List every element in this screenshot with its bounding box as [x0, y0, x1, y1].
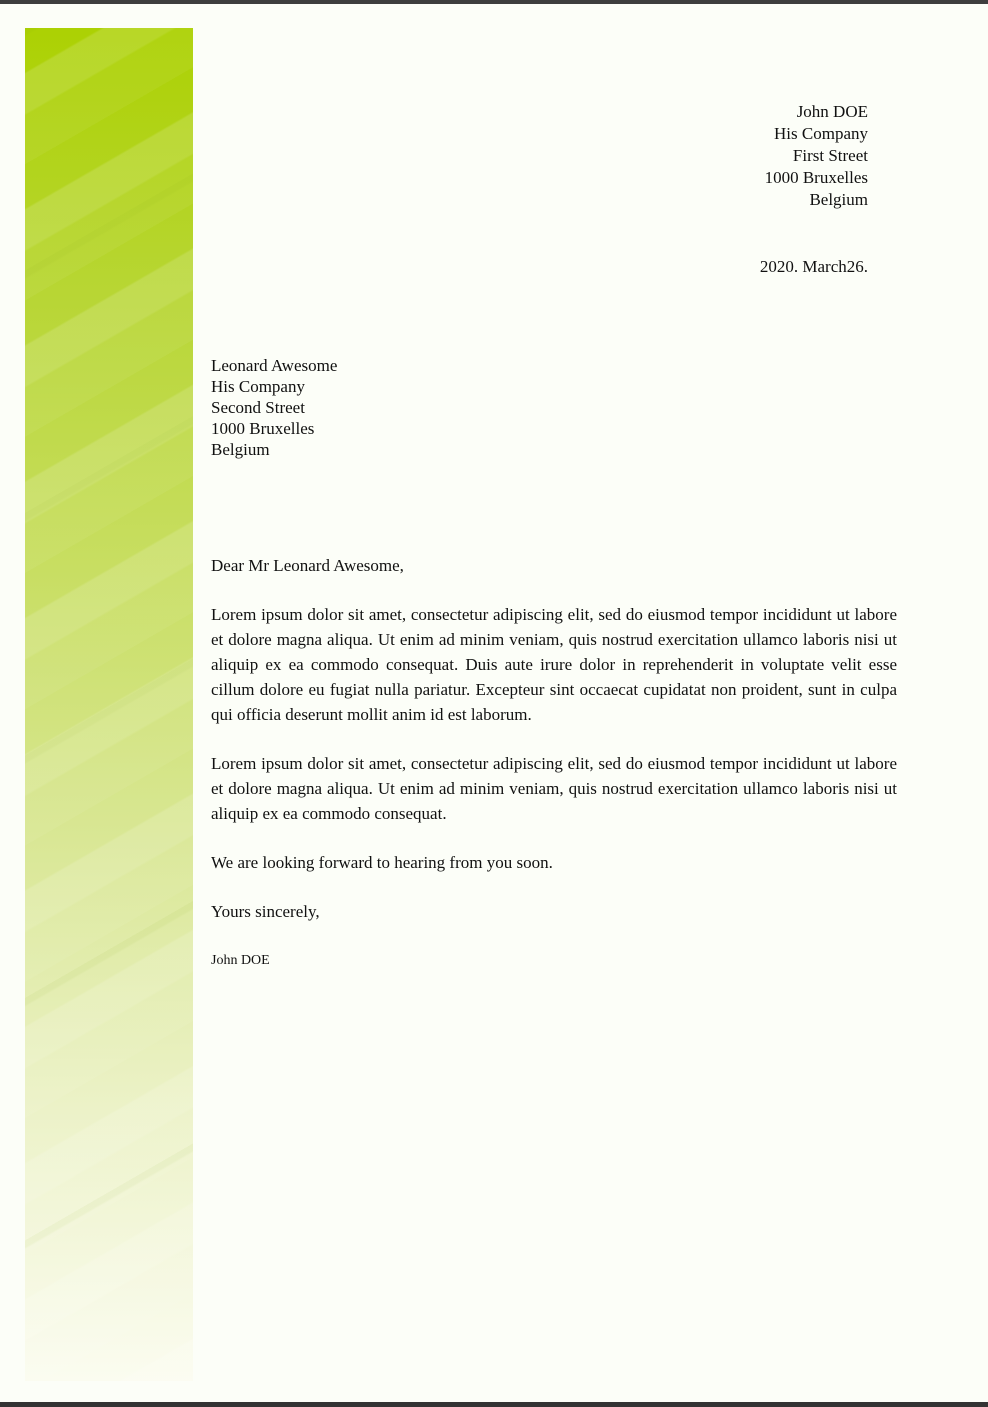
recipient-company: His Company — [211, 377, 305, 396]
signature-name: John DOE — [211, 953, 270, 968]
body-paragraph-1: Lorem ipsum dolor sit amet, consectetur adipiscing elit, sed do eiusmod tempor incididunt ut labore et dolore magna aliqua. Ut enim ad minim veniam, quis nostrud exercitation ullamco laboris nisi ut aliquip ex ea commodo consequat. Duis aute irure dolor in reprehenderit in voluptate velit esse cillum dolore eu fugiat nulla pariatur. Excepteur sint occaecat cupidatat non proident, sunt in culpa qui officia deserunt mollit anim id est laborum. — [211, 605, 897, 724]
sender-country: Belgium — [809, 190, 868, 209]
sender-city: 1000 Bruxelles — [764, 168, 868, 187]
sender-address-block — [765, 101, 868, 211]
top-window-edge — [0, 0, 988, 4]
body-paragraph-2: Lorem ipsum dolor sit amet, consectetur adipiscing elit, sed do eiusmod tempor incididunt ut labore et dolore magna aliqua. Ut enim ad minim veniam, quis nostrud exercitation ullamco laboris nisi ut aliquip ex ea commodo consequat. — [211, 754, 897, 823]
salutation: Dear Mr Leonard Awesome, — [211, 556, 404, 575]
bottom-window-edge — [0, 1402, 988, 1407]
sender-name: John DOE — [796, 102, 868, 121]
closing-line: We are looking forward to hearing from you soon. — [211, 853, 553, 872]
recipient-street: Second Street — [211, 398, 305, 417]
letter-body — [211, 553, 897, 997]
recipient-address-block — [211, 355, 337, 460]
date-line: 2020. March26. — [759, 257, 868, 276]
valediction: Yours sincerely, — [211, 902, 320, 921]
recipient-name: Leonard Awesome — [211, 356, 338, 375]
sender-company: His Company — [774, 124, 868, 143]
recipient-country: Belgium — [211, 440, 270, 459]
accent-gradient-bar — [25, 28, 193, 1381]
sender-street: First Street — [792, 146, 868, 165]
recipient-city: 1000 Bruxelles — [211, 419, 315, 438]
